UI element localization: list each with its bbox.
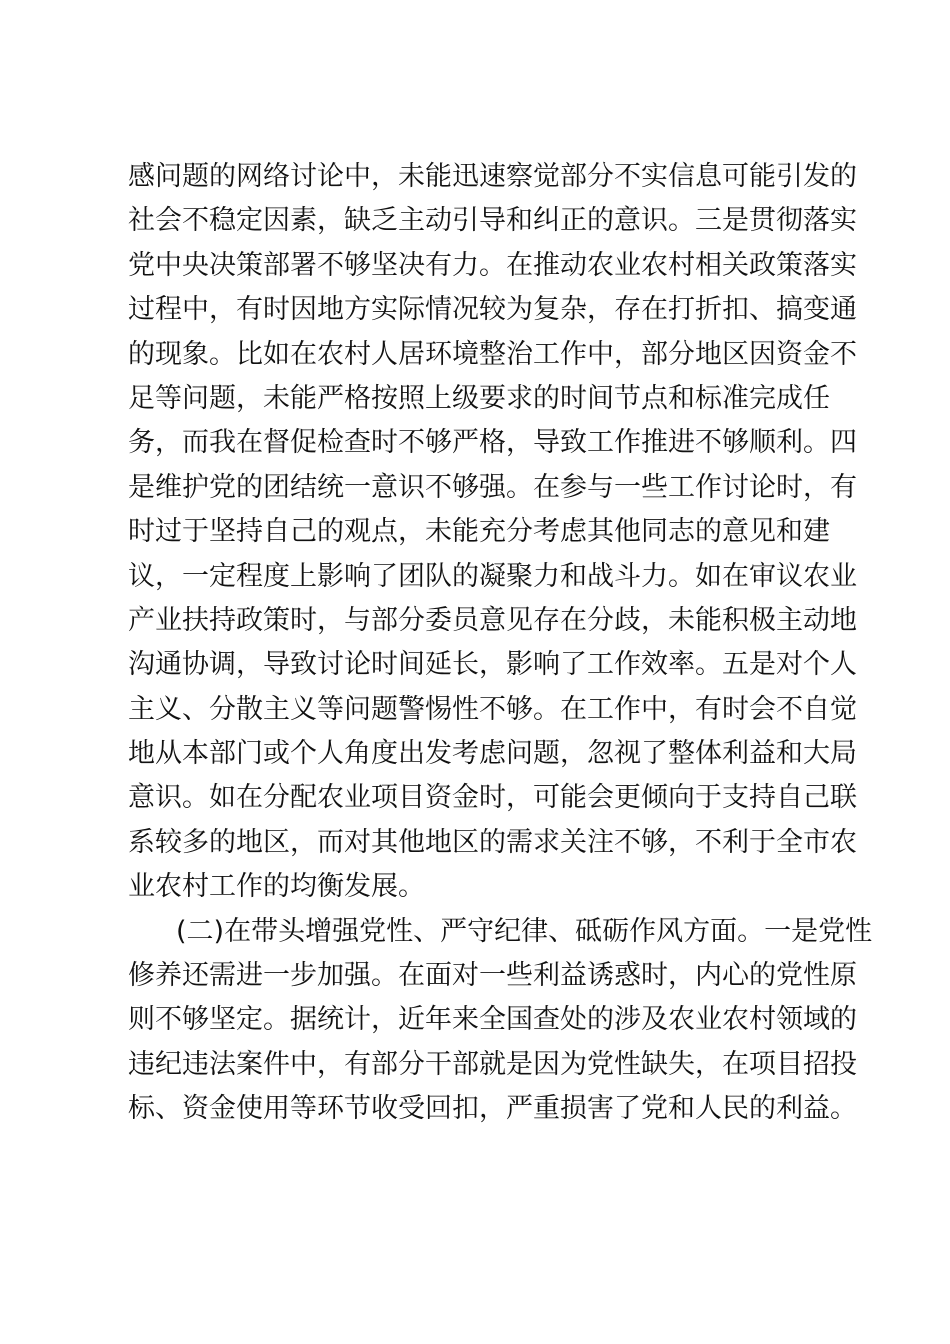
paragraph-2	[128, 910, 873, 1132]
text-line: 业农村工作的均衡发展。	[128, 871, 425, 903]
text-line: 沟通协调，导致讨论时间延长，影响了工作效率。五是对个人	[128, 649, 857, 681]
text-line: 标、资金使用等环节收受回扣，严重损害了党和人民的利益。	[128, 1093, 857, 1125]
text-line: 党中央决策部署不够坚决有力。在推动农业农村相关政策落实	[128, 249, 857, 281]
paragraph-1	[128, 155, 857, 910]
text-line: 违纪违法案件中，有部分干部就是因为党性缺失，在项目招投	[128, 1048, 857, 1080]
text-line: (二)在带头增强党性、严守纪律、砥砺作风方面。一是党性	[176, 915, 873, 947]
text-line: 过程中，有时因地方实际情况较为复杂，存在打折扣、搞变通	[128, 294, 857, 326]
text-line: 时过于坚持自己的观点，未能充分考虑其他同志的意见和建	[128, 516, 830, 548]
text-line: 主义、分散主义等问题警惕性不够。在工作中，有时会不自觉	[128, 693, 857, 725]
text-line: 足等问题，未能严格按照上级要求的时间节点和标准完成任	[128, 382, 830, 414]
text-line: 系较多的地区，而对其他地区的需求关注不够，不利于全市农	[128, 826, 857, 858]
text-line: 修养还需进一步加强。在面对一些利益诱惑时，内心的党性原	[128, 960, 857, 992]
text-line: 地从本部门或个人角度出发考虑问题，忽视了整体利益和大局	[128, 738, 857, 770]
text-line: 社会不稳定因素，缺乏主动引导和纠正的意识。三是贯彻落实	[128, 205, 857, 237]
text-line: 务，而我在督促检查时不够严格，导致工作推进不够顺利。四	[128, 427, 857, 459]
text-line: 意识。如在分配农业项目资金时，可能会更倾向于支持自己联	[128, 782, 857, 814]
text-line: 是维护党的团结统一意识不够强。在参与一些工作讨论时，有	[128, 471, 857, 503]
text-line: 议，一定程度上影响了团队的凝聚力和战斗力。如在审议农业	[128, 560, 857, 592]
text-line: 产业扶持政策时，与部分委员意见存在分歧，未能积极主动地	[128, 604, 857, 636]
body-text	[128, 155, 873, 1132]
text-line: 感问题的网络讨论中，未能迅速察觉部分不实信息可能引发的	[128, 161, 857, 192]
text-line: 则不够坚定。据统计，近年来全国查处的涉及农业农村领域的	[128, 1004, 857, 1036]
text-line: 的现象。比如在农村人居环境整治工作中，部分地区因资金不	[128, 338, 857, 370]
